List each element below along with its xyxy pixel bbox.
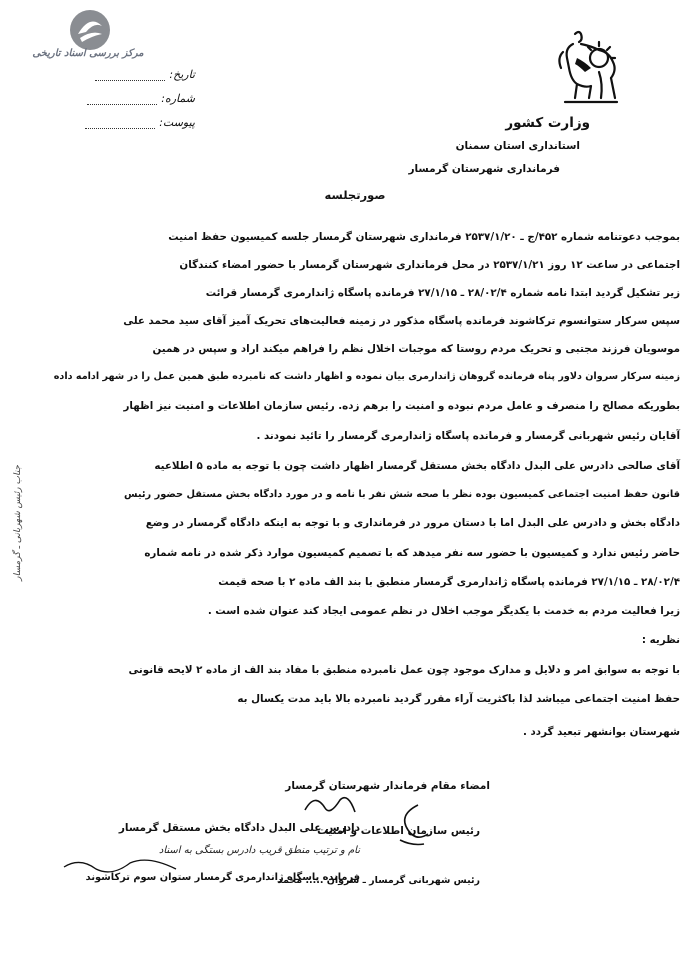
governor-signature: امضاء مقام فرماندار شهرستان گرمسار [285,780,490,792]
body-line: موسویان فرزند مجتبی و تحریک مردم روستا که موجبات اخلال نظم را فراهم میکند اراد و سپس در همین [152,343,680,355]
number-label: شماره [164,92,195,105]
body-line: ۲۸/۰۲/۴ ـ ۲۷/۱/۱۵ فرمانده پاسگاه ژاندارمری گرمسار منطبق با بند الف ماده ۲ با صحه قیمت [218,576,680,588]
archive-logo-text: مرکز بررسی اسناد تاریخی [32,48,144,59]
gendarmerie-signature: فرمانده پاسگاه ژاندارمری گرمسار ستوان سوم ترکاشوند [85,872,360,883]
savak-signature-mark [388,800,438,850]
body-line: حفظ امنیت اجتماعی میباشد لذا باکثریت آراء مقرر گردید نامبرده بالا باید مدت یکسال به [237,693,680,705]
savak-chief-signature: رئیس سازمان اطلاعات و امنیت [317,825,480,837]
police-chief-signature: رئیس شهربانی گرمسار ـ سروان ..... محمد [277,875,480,886]
body-line: شهرستان بوانشهر تبعید گردد . [523,726,680,738]
body-line: زیرا فعالیت مردم به خدمت با یکدیگر موجب اخلال در نظم عمومی ایجاد کند عنوان شده است . [207,605,680,617]
body-line: سپس سرکار ستوانسوم ترکاشوند فرمانده پاسگاه مذکور در زمینه فعالیت‌های تحریک آمیز آقای سید محمد علی [123,315,680,327]
governorate-title: فرمانداری شهرستان گرمسار [408,163,560,175]
body-line: بطوریکه مصالح را منصرف و عامل مردم نبوده و امنیت را برهم زده. رئیس سازمان اطلاعات و امنیت نیز اظهار [123,400,680,412]
province-title: استانداری استان سمنان [455,140,580,152]
body-line: آقای صالحی دادرس علی البدل دادگاه بخش مستقل گرمسار اظهار داشت چون با توجه به ماده ۵ اطلاعیه [154,460,680,472]
doc-title: صورتجلسه [324,188,386,202]
body-line: اجتماعی در ساعت ۱۲ روز ۲۵۳۷/۱/۲۱ در محل فرمانداری شهرستان گرمسار با حضور امضاء کنندگان [179,259,680,271]
number-field: شماره: [75,92,195,105]
body-line: حاضر رئیس ندارد و کمیسیون با حضور سه نفر میدهد که با تصمیم کمیسیون موارد ذکر شده در نامه شماره [144,547,680,559]
governor-signature-mark [300,790,360,820]
ministry-title: وزارت کشور [505,115,590,131]
judge-handwritten-note: نام و ترتیب منطق قریب دادرس بستگی به اسناد [158,845,360,856]
body-line: بموجب دعوتنامه شماره ۴۵۲/ج ـ ۲۵۳۷/۱/۲۰ فرمانداری شهرستان گرمسار جلسه کمیسیون حفظ امنیت [168,231,680,243]
attachment-label: پیوست [162,116,195,129]
body-line: زمینه سرکار سروان دلاور پناه فرمانده گروهان ژاندارمری بیان نموده و اظهار داشت که نامبرده طبق همین عمل را در شهر ادامه داده [53,371,680,382]
judge-signature: دادرس علی البدل دادگاه بخش مستقل گرمسار [118,822,360,834]
margin-note: جناب رئیس شهربانی ـ گرمسار [13,465,23,581]
date-field: تاریخ: [75,68,195,81]
archive-logo [30,8,150,68]
body-line: دادگاه بخش و دادرس علی البدل اما با دستان مرور در فرمانداری و با توجه به اینکه دادگاه گرمسار در وضع [145,517,680,529]
date-label: تاریخ [173,68,195,81]
opinion-heading: نظریه : [641,634,680,646]
attachment-field: پیوست: [75,116,195,129]
body-line: زیر تشکیل گردید ابتدا نامه شماره ۲۸/۰۲/۴ ـ ۲۷/۱/۱۵ فرمانده پاسگاه ژاندارمری گرمسار قرائت [205,287,680,299]
body-line: آقایان رئیس شهربانی گرمسار و فرمانده پاسگاه ژاندارمری گرمسار را تائید نمودند . [256,430,680,442]
body-line: قانون حفظ امنیت اجتماعی کمیسیون بوده نظر با صحه شش نفر با نامه و در مورد دادگاه بخش مستقل حضور رئیس [124,489,680,500]
lion-and-sun-emblem-icon [555,28,625,108]
archive-logo-icon [68,8,112,52]
body-line: با توجه به سوابق امر و دلایل و مدارک موجود چون عمل نامبرده منطبق با مفاد بند الف از ماده ۲ لایحه قانونی [128,664,680,676]
